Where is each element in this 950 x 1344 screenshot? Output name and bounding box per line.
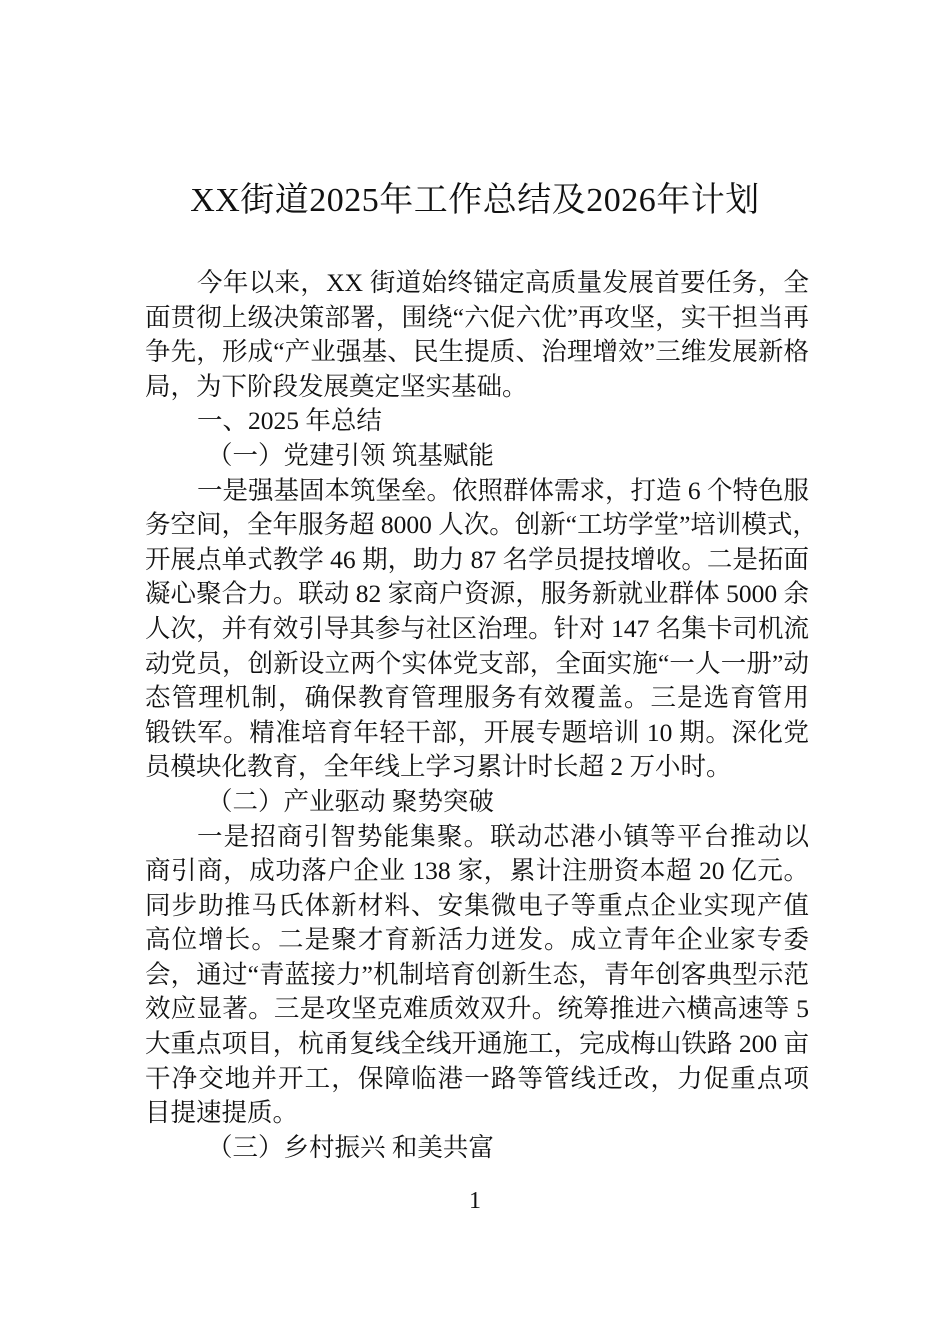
text-line: 动党员，创新设立两个实体党支部，全面实施“一人一册”动 [145, 648, 809, 678]
subsection-heading [145, 1131, 809, 1166]
document-title: XX街道2025年工作总结及2026年计划 [190, 182, 760, 219]
text-line: 一是强基固本筑堡垒。依照群体需求，打造 6 个特色服 [197, 475, 810, 505]
text-line: 一是招商引智势能集聚。联动芯港小镇等平台推动以 [197, 821, 809, 851]
text-line: 开展点单式教学 46 期，助力 87 名学员提技增收。二是拓面 [145, 544, 809, 574]
section-heading [145, 404, 809, 439]
text-line: 锻铁军。精准培育年轻干部，开展专题培训 10 期。深化党 [145, 717, 809, 747]
text-line: 会，通过“青蓝接力”机制培育创新生态，青年创客典型示范 [145, 959, 809, 989]
text-line: 同步助推马氏体新材料、安集微电子等重点企业实现产值 [145, 890, 809, 920]
text-line: 效应显著。三是攻坚克难质效双升。统筹推进六横高速等 5 [145, 994, 809, 1024]
text-line: 争先，形成“产业强基、民生提质、治理增效”三维发展新格 [145, 337, 809, 367]
text-line: 凝心聚合力。联动 82 家商户资源，服务新就业群体 5000 余 [145, 579, 809, 609]
document-body [145, 266, 818, 1165]
text-line: 一、2025 年总结 [197, 406, 382, 436]
text-line: 面贯彻上级决策部署，围绕“六促六优”再攻坚，实干担当再 [145, 302, 809, 332]
text-line: 干净交地并开工，保障临港一路等管线迁改，力促重点项 [145, 1063, 809, 1093]
page-number: 1 [469, 1188, 481, 1214]
text-line: 员模块化教育，全年线上学习累计时长超 2 万小时。 [145, 752, 732, 782]
text-line: （一）党建引领 筑基赋能 [207, 440, 494, 470]
paragraph [145, 474, 818, 785]
subsection-heading [145, 785, 809, 820]
text-line: 态管理机制，确保教育管理服务有效覆盖。三是选育管用 [145, 683, 809, 713]
text-line: 局，为下阶段发展奠定坚实基础。 [145, 371, 528, 401]
text-line: 务空间，全年服务超 8000 人次。创新“工坊学堂”培训模式， [145, 510, 818, 540]
text-line: 大重点项目，杭甬复线全线开通施工，完成梅山铁路 200 亩 [145, 1029, 809, 1059]
text-line: 人次，并有效引导其参与社区治理。针对 147 名集卡司机流 [145, 613, 809, 643]
text-line: 高位增长。二是聚才育新活力迸发。成立青年企业家专委 [145, 925, 809, 955]
text-line: 今年以来，XX 街道始终锚定高质量发展首要任务，全 [197, 268, 809, 297]
text-line: 目提速提质。 [145, 1098, 299, 1128]
text-line: （二）产业驱动 聚势突破 [207, 786, 494, 816]
paragraph [145, 266, 809, 404]
paragraph [145, 820, 809, 1131]
text-line: 商引商，成功落户企业 138 家，累计注册资本超 20 亿元。 [145, 856, 809, 886]
text-line: （三）乡村振兴 和美共富 [207, 1132, 494, 1162]
subsection-heading [145, 439, 809, 474]
